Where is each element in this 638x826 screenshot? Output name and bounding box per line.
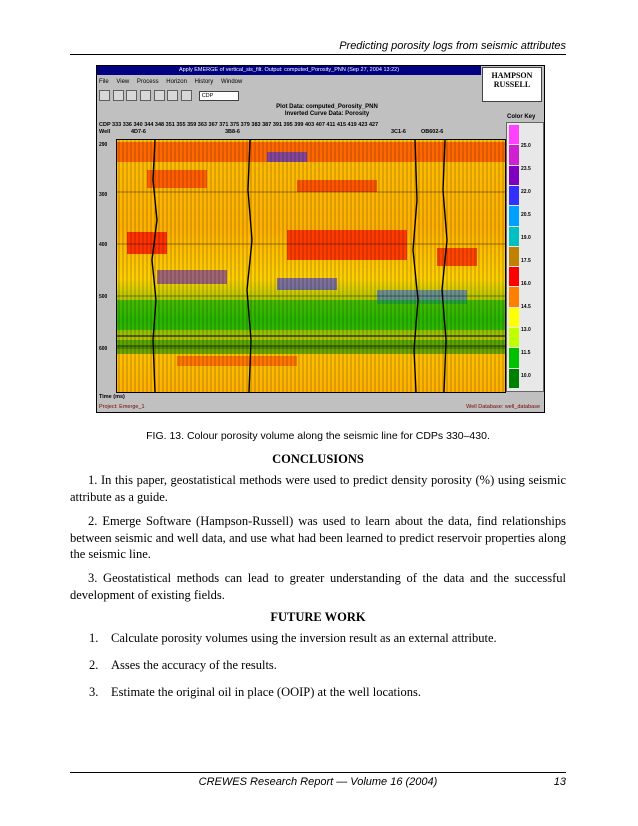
color-key-swatch xyxy=(509,206,519,225)
color-key-swatch xyxy=(509,186,519,205)
item-number: 2. xyxy=(89,658,99,672)
figure-caption: FIG. 13. Colour porosity volume along the seismic line for CDPs 330–430. xyxy=(146,430,490,442)
color-key-swatch xyxy=(509,166,519,185)
status-project: Project: Emerge_1 xyxy=(99,404,145,410)
future-work-heading: FUTURE WORK xyxy=(270,610,366,624)
cdp-tick: 387 xyxy=(260,122,272,128)
menu-view: View xyxy=(116,79,130,85)
color-key-swatch xyxy=(509,247,519,266)
plot-title: Plot Data: computed_Porosity_PNN xyxy=(276,104,378,110)
cdp-tick: 411 xyxy=(324,122,336,128)
cdp-axis-label: CDP xyxy=(99,122,111,128)
menu-history: History xyxy=(194,79,214,85)
cdp-tick: 355 xyxy=(174,122,186,128)
menu-process: Process xyxy=(136,79,159,85)
color-key-label: 14.5 xyxy=(521,303,531,310)
cdp-tick: 367 xyxy=(206,122,218,128)
time-tick: 300 xyxy=(99,192,108,198)
color-key-label: 23.5 xyxy=(521,165,531,172)
color-key-label: 13.0 xyxy=(521,326,531,333)
cdp-select: CDP xyxy=(199,91,239,101)
cdp-tick: 333 xyxy=(112,122,122,128)
cdp-axis xyxy=(99,122,378,128)
color-key-label: 11.5 xyxy=(521,349,531,356)
zoom-out-icon xyxy=(154,90,165,101)
seismic-section xyxy=(116,139,506,393)
pan-icon xyxy=(167,90,178,101)
cdp-tick: 419 xyxy=(346,122,357,128)
well-label: OB602-6 xyxy=(421,129,444,135)
page-number: 13 xyxy=(553,776,566,788)
color-key-label: 22.0 xyxy=(521,188,531,195)
color-key-swatch xyxy=(509,348,519,367)
cdp-tick: 423 xyxy=(356,122,368,128)
toolbar xyxy=(99,90,239,102)
zoom-in-icon xyxy=(140,90,151,101)
save-icon xyxy=(113,90,124,101)
cdp-tick: 415 xyxy=(335,122,347,128)
menu-bar xyxy=(99,78,248,87)
well-label: 3C1-6 xyxy=(391,129,406,135)
cdp-ticks xyxy=(112,122,378,128)
logo-line-2: RUSSELL xyxy=(493,80,531,89)
item-text: Estimate the original oil in place (OOIP) at the well locations. xyxy=(111,685,421,699)
color-key-label: 10.0 xyxy=(521,372,531,379)
time-tick: 290 xyxy=(99,142,108,148)
menu-window: Window xyxy=(220,79,243,85)
future-work-item xyxy=(89,630,566,646)
color-key-swatch xyxy=(509,369,519,388)
color-key-swatch xyxy=(509,308,519,327)
running-header: Predicting porosity logs from seismic attributes xyxy=(70,40,566,55)
color-key-label: 19.0 xyxy=(521,234,531,241)
conclusion-item: 1. In this paper, geostatistical methods were used to predict density porosity (%) using seismic attribute as a guide. xyxy=(70,473,566,504)
time-tick: 600 xyxy=(99,346,108,352)
cdp-tick: 403 xyxy=(303,122,315,128)
color-key-label: 20.5 xyxy=(521,211,531,218)
color-key-swatch xyxy=(509,328,519,347)
cdp-tick: 340 xyxy=(131,122,143,128)
time-axis-label: Time (ms) xyxy=(99,394,125,400)
cdp-tick: 359 xyxy=(185,122,197,128)
cdp-tick: 375 xyxy=(228,122,240,128)
cdp-tick: 348 xyxy=(153,122,165,128)
status-database: Well Database: well_database xyxy=(466,404,540,410)
logo-line-1: HAMPSON xyxy=(491,71,533,80)
cdp-tick: 427 xyxy=(367,122,379,128)
footer-text: CREWES Research Report — Volume 16 (2004) xyxy=(198,776,438,788)
cdp-tick: 395 xyxy=(282,122,293,128)
item-number: 1. xyxy=(89,631,99,645)
porosity-volume-image xyxy=(117,140,505,392)
cdp-tick: 363 xyxy=(196,122,207,128)
well-label: 3B8-6 xyxy=(225,129,240,135)
plot-labels xyxy=(217,104,437,118)
cdp-tick: 407 xyxy=(314,122,325,128)
page-footer xyxy=(70,772,566,788)
color-key xyxy=(506,122,544,392)
cdp-tick: 344 xyxy=(142,122,154,128)
time-tick: 400 xyxy=(99,242,108,248)
menu-file: File xyxy=(99,79,109,85)
cdp-tick: 399 xyxy=(292,122,304,128)
conclusion-item: 3. Geostatistical methods can lead to greater understanding of the data and the successful development of existing fields. xyxy=(70,571,566,602)
select-icon xyxy=(181,90,192,101)
color-key-swatch xyxy=(509,125,519,144)
conclusion-item: 2. Emerge Software (Hampson-Russell) was used to learn about the data, find relationships between seismic and well data, and use what had been learned to predict reservoir properties along the seismic line. xyxy=(70,514,566,561)
window-title: Apply EMERGE of vertical_sis_filt. Output: computed_Porosity_PNN (Sep 27, 2004 13:22) xyxy=(97,66,481,75)
conclusions-heading: CONCLUSIONS xyxy=(272,452,364,466)
open-icon xyxy=(99,90,110,101)
color-key-swatch xyxy=(509,267,519,286)
item-number: 3. xyxy=(89,685,99,699)
plot-subtitle: Inverted Curve Data: Porosity xyxy=(284,111,370,117)
color-key-swatch xyxy=(509,145,519,164)
cdp-tick: 383 xyxy=(249,122,261,128)
cdp-tick: 379 xyxy=(239,122,250,128)
color-key-swatch xyxy=(509,227,519,246)
menu-horizon: Horizon xyxy=(166,79,187,85)
item-text: Asses the accuracy of the results. xyxy=(111,658,277,672)
cdp-tick: 371 xyxy=(217,122,229,128)
color-key-label: 17.5 xyxy=(521,257,531,264)
future-work-item xyxy=(89,657,566,673)
color-key-label: 16.0 xyxy=(521,280,531,287)
time-tick: 500 xyxy=(99,294,108,300)
well-label: 4D7-6 xyxy=(131,129,146,135)
item-text: Calculate porosity volumes using the inversion result as an external attribute. xyxy=(111,631,497,645)
cdp-tick: 351 xyxy=(164,122,175,128)
color-key-swatch xyxy=(509,287,519,306)
color-key-title: Color Key xyxy=(507,114,536,120)
future-work-item xyxy=(89,684,566,700)
company-logo xyxy=(482,67,542,102)
cdp-tick: 391 xyxy=(271,122,283,128)
well-axis-label: Well xyxy=(99,129,111,135)
status-bar xyxy=(99,404,542,412)
figure-window xyxy=(96,65,545,413)
zoom-icon xyxy=(126,90,137,101)
color-key-label: 25.0 xyxy=(521,143,531,149)
cdp-tick: 336 xyxy=(121,122,132,128)
